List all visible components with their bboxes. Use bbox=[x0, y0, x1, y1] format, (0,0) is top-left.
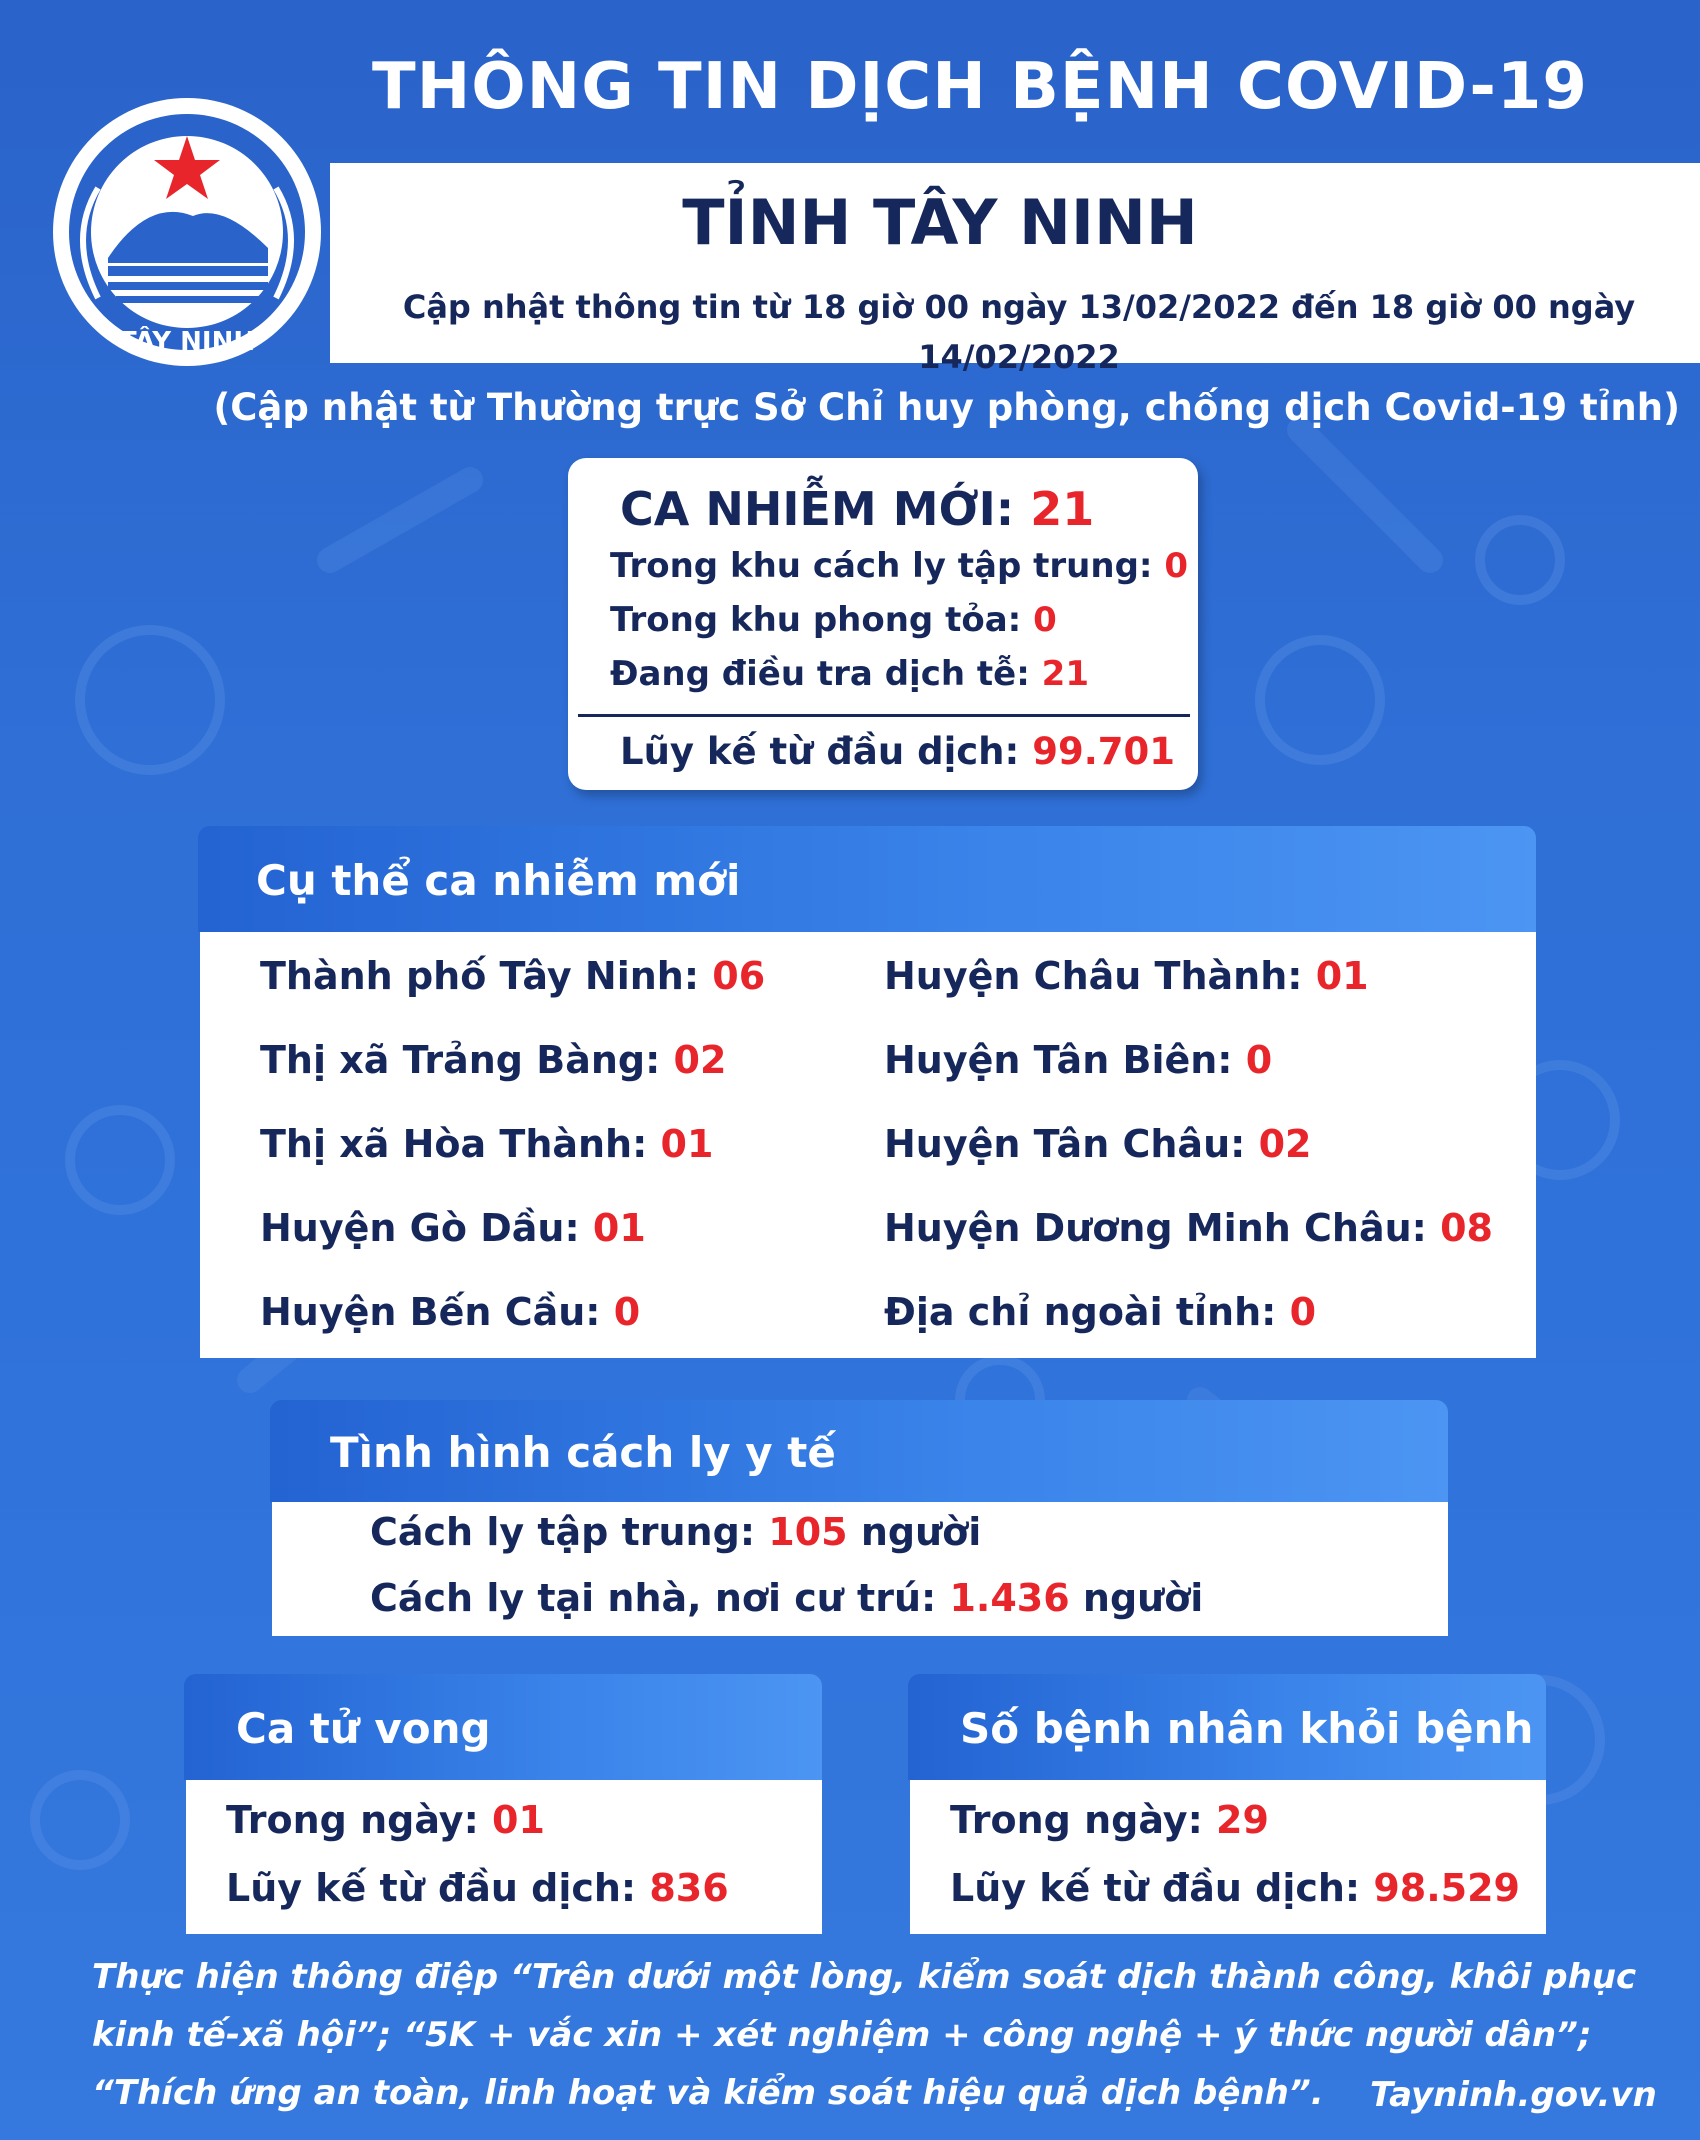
deaths-heading: Ca tử vong bbox=[236, 1704, 491, 1753]
district-item: Huyện Bến Cầu: 0 bbox=[260, 1290, 641, 1334]
district-item: Huyện Tân Biên: 0 bbox=[884, 1038, 1273, 1082]
district-item: Thành phố Tây Ninh: 06 bbox=[260, 954, 766, 998]
recovered-panel-header bbox=[908, 1674, 1546, 1780]
details-panel-body bbox=[200, 932, 1536, 1358]
recovered-row: Trong ngày: 29 bbox=[950, 1798, 1269, 1842]
update-time: Cập nhật thông tin từ 18 giờ 00 ngày 13/02/2022 đến 18 giờ 00 ngày 14/02/2022 bbox=[402, 288, 1636, 376]
cumulative-label: Lũy kế từ đầu dịch: bbox=[620, 730, 1020, 773]
district-item: Huyện Dương Minh Châu: 08 bbox=[884, 1206, 1493, 1250]
row-value: 21 bbox=[1041, 654, 1089, 694]
details-heading: Cụ thể ca nhiễm mới bbox=[256, 856, 741, 905]
tay-ninh-emblem-logo bbox=[28, 88, 346, 376]
page-title: THÔNG TIN DỊCH BỆNH COVID-19 bbox=[372, 50, 1588, 124]
deaths-panel-body bbox=[186, 1780, 822, 1934]
source-note: (Cập nhật từ Thường trực Sở Chỉ huy phòng, chống dịch Covid-19 tỉnh) bbox=[213, 386, 1680, 429]
deaths-row: Trong ngày: 01 bbox=[226, 1798, 545, 1842]
new-cases-label: CA NHIỄM MỚI: bbox=[620, 482, 1015, 536]
new-cases-value: 21 bbox=[1030, 482, 1095, 536]
district-item: Thị xã Hòa Thành: 01 bbox=[260, 1122, 714, 1166]
district-item: Huyện Gò Dầu: 01 bbox=[260, 1206, 646, 1250]
deaths-row: Lũy kế từ đầu dịch: 836 bbox=[226, 1866, 729, 1910]
quarantine-row: Cách ly tập trung: 105 người bbox=[370, 1510, 982, 1554]
row-label: Trong khu phong tỏa: bbox=[610, 600, 1022, 640]
divider bbox=[578, 714, 1190, 717]
website-link[interactable]: Tayninh.gov.vn bbox=[1370, 2075, 1657, 2115]
recovered-heading: Số bệnh nhân khỏi bệnh bbox=[960, 1704, 1534, 1753]
district-item: Huyện Tân Châu: 02 bbox=[884, 1122, 1312, 1166]
province-name: TỈNH TÂY NINH bbox=[682, 186, 1198, 259]
row-value: 0 bbox=[1164, 546, 1189, 586]
district-item: Địa chỉ ngoài tỉnh: 0 bbox=[884, 1290, 1317, 1334]
district-item: Huyện Châu Thành: 01 bbox=[884, 954, 1369, 998]
deaths-panel-header bbox=[184, 1674, 822, 1780]
new-cases-total bbox=[620, 482, 1094, 536]
row-label: Trong khu cách ly tập trung: bbox=[610, 546, 1153, 586]
quarantine-heading: Tình hình cách ly y tế bbox=[330, 1428, 836, 1477]
cumulative-value: 99.701 bbox=[1032, 730, 1175, 773]
logo-text: TÂY NINH bbox=[118, 327, 256, 357]
cumulative-row bbox=[620, 730, 1175, 773]
new-cases-card bbox=[568, 458, 1198, 790]
new-cases-row bbox=[610, 600, 1057, 640]
quarantine-panel-header bbox=[270, 1400, 1448, 1502]
recovered-panel-body bbox=[910, 1780, 1546, 1934]
quarantine-row: Cách ly tại nhà, nơi cư trú: 1.436 người bbox=[370, 1576, 1204, 1620]
row-label: Đang điều tra dịch tễ: bbox=[610, 654, 1030, 694]
slogan-text: Thực hiện thông điệp “Trên dưới một lòng, kiểm soát dịch thành công, khôi phục kinh tế-xã hội”; “5K + vắc xin + xét nghiệm + công nghệ + ý thức người dân”; “Thích ứng an toàn, linh hoạt và kiểm soát hiệu quả dịch bệnh”. bbox=[92, 1957, 1637, 2113]
recovered-row: Lũy kế từ đầu dịch: 98.529 bbox=[950, 1866, 1520, 1910]
quarantine-panel-body bbox=[272, 1502, 1448, 1636]
details-panel-header bbox=[198, 826, 1536, 932]
row-value: 0 bbox=[1033, 600, 1057, 640]
new-cases-row bbox=[610, 546, 1188, 586]
new-cases-row bbox=[610, 654, 1089, 694]
district-item: Thị xã Trảng Bàng: 02 bbox=[260, 1038, 727, 1082]
